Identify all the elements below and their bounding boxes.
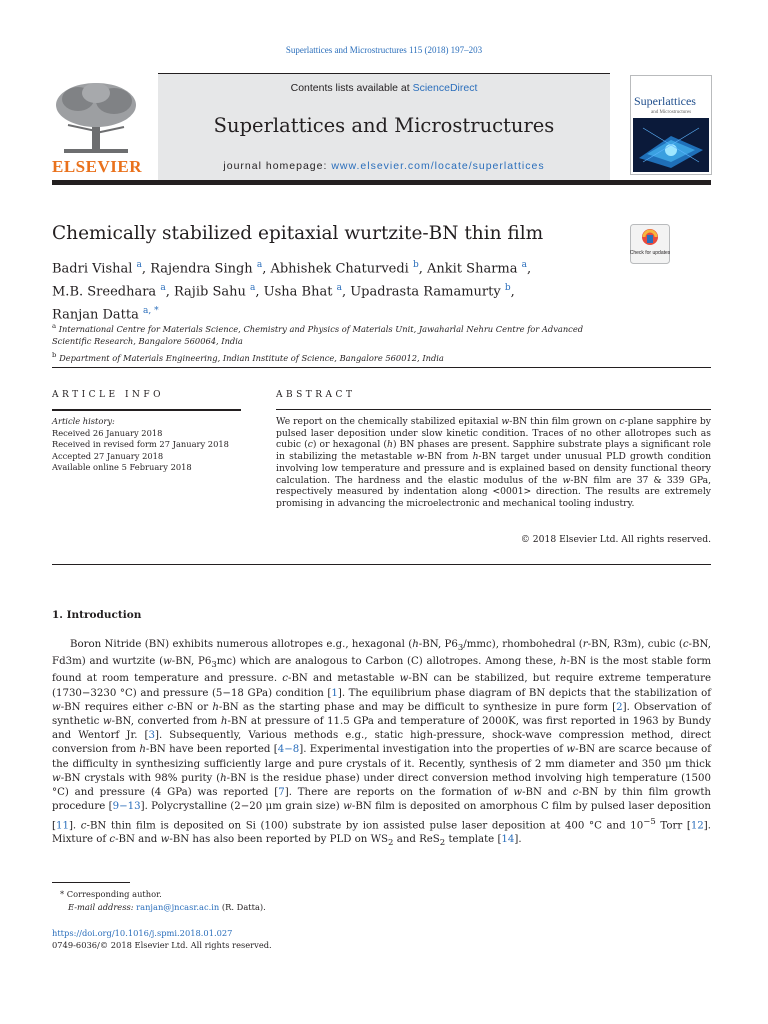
author-name[interactable]: M.B. Sreedhara: [52, 284, 157, 300]
abstract-copyright: © 2018 Elsevier Ltd. All rights reserved.: [520, 534, 711, 545]
abstract-heading: ABSTRACT: [276, 390, 356, 400]
citation-link[interactable]: 3: [148, 730, 155, 742]
citation-link[interactable]: 14: [501, 834, 515, 846]
history-revised: Received in revised form 27 January 2018: [52, 439, 229, 450]
journal-cover[interactable]: [630, 75, 712, 175]
author-name[interactable]: Ankit Sharma: [427, 261, 518, 277]
abstract-rule: [276, 409, 711, 410]
email-suffix: (R. Datta).: [219, 902, 266, 912]
article-history: [52, 416, 247, 474]
citation-link[interactable]: 4−8: [277, 744, 300, 756]
sciencedirect-link[interactable]: ScienceDirect: [412, 82, 478, 94]
contents-line: [158, 82, 610, 94]
elsevier-logo[interactable]: [52, 81, 140, 183]
author-name[interactable]: Rajib Sahu: [173, 284, 246, 300]
introduction-paragraph: Boron Nitride (BN) exhibits numerous allotropes e.g., hexagonal (h-BN, $P6_3/mmc$), rhombohedral (r-BN, R3m), cubic (c-BN, Fd3m) and wurtzite (w-BN, $P6_3mc$) which are analogous to Carbon (C) allotropes. Among these, h-BN is the most stable form found at room temperature and pressure. c-BN and metastable w-BN can be stabilized, but require extreme temperature (1730−3230 °C) and pressure (5−18 GPa) condition [1]. The equilibrium phase diagram of BN depicts that the stabilization of w-BN requires either c-BN or h-BN as the starting phase and may be difficult to synthesize in pure form [2]. Observation of synthetic w-BN, converted from h-BN at pressure of 11.5 GPa and temperature of 2000K, was first reported in 1963 by Bundy and Wentorf Jr. [3]. Subsequently, Various methods e.g., static high-pressure, shock-wave compression method, direct conversion from h-BN have been reported [4−8]. Experimental investigation into the properties of w-BN are scarce because of the difficulty in synthesizing sufficiently large and pure crystals of it. Recently, synthesis of 2 mm diameter and 350 μm thick w-BN crystals with 98% purity (h-BN is the residue phase) under direct conversion method involving high temperature (1500 °C) and pressure (4 GPa) was reported [7]. There are reports on the formation of w-BN and c-BN by thin film growth procedure [9−13]. Polycrystalline (2−20 μm grain size) w-BN film is deposited on amorphous C film by pulsed laser deposition [11]. c-BN thin film is deposited on Si (100) substrate by ion assisted pulse laser deposition at 400 °C and $10^{-5}$ Torr [12]. Mixture of c-BN and w-BN has also been reported by PLD on $WS_2$ and ReS$_2$ template [14].: [52, 639, 712, 849]
author-name[interactable]: Abhishek Chaturvedi: [270, 261, 409, 277]
email-label: E-mail address:: [68, 902, 134, 912]
author-affiliation-mark[interactable]: a: [521, 260, 528, 270]
homepage-link[interactable]: www.elsevier.com/locate/superlattices: [331, 160, 545, 172]
check-for-updates-icon[interactable]: [630, 224, 670, 264]
author-name[interactable]: Ranjan Datta: [52, 306, 139, 322]
author-name[interactable]: Rajendra Singh: [150, 261, 253, 277]
email-note: [68, 902, 266, 912]
section-rule: [52, 564, 711, 565]
masthead-rule: [52, 180, 711, 185]
corresponding-author-note: * Corresponding author.: [60, 889, 162, 899]
cover-subtitle: and Microstructures: [651, 110, 692, 115]
homepage-prefix: journal homepage:: [223, 160, 332, 172]
journal-title: Superlattices and Microstructures: [213, 114, 555, 137]
article-info-heading: ARTICLE INFO: [52, 390, 165, 400]
author-affiliation-mark[interactable]: a: [256, 260, 263, 270]
author-affiliation-mark[interactable]: a: [136, 260, 142, 270]
cover-title: Superlattices: [634, 94, 696, 108]
citation-link[interactable]: 2: [616, 701, 623, 713]
author-affiliation-mark[interactable]: a, *: [143, 305, 159, 316]
abstract-text: We report on the chemically stabilized epitaxial w-BN thin film grown on c-plane sapphire by pulsed laser deposition under slow kinetic condition. Traces of no other allotropes such as cubic (c) or hexagonal (h) BN phases are present. Sapphire substrate plays a significant role in stabilizing the metastable w-BN from h-BN target under unusual PLD growth condition involving low temperature and pressure and is explained based on density functional theory calculation. The hardness and the elastic modulus of the w-BN film are 37 & 339 GPa, respectively measured by indentation along <0001> direction. The results are extremely promising in advancing the microelectronic and mechanical tooling industry.: [276, 416, 712, 509]
history-online: Available online 5 February 2018: [52, 462, 192, 473]
history-accepted: Accepted 27 January 2018: [52, 450, 164, 461]
affiliation-a-text: International Centre for Materials Science, Chemistry and Physics of Materials Unit, Jawaharlal Nehru Centre for Advanced Scientific Research, Bangalore 560064, India: [52, 323, 584, 346]
affiliation-a: $^a$ International Centre for Materials Science, Chemistry and Physics of Materials Unit, Jawaharlal Nehru Centre for Advanced Scientific Research, Bangalore 560064, India: [52, 322, 584, 346]
elsevier-tree-icon: [54, 81, 138, 155]
citation-link[interactable]: 1: [331, 687, 338, 699]
section-rule: [52, 367, 711, 368]
author-affiliation-mark[interactable]: a: [160, 282, 166, 293]
email-link[interactable]: ranjan@jncasr.ac.in: [136, 902, 220, 912]
footnote-rule: [52, 882, 130, 883]
citation-link[interactable]: 12: [690, 819, 704, 831]
journal-masthead: [52, 73, 711, 181]
author-affiliation-mark[interactable]: a: [250, 282, 256, 293]
affiliation-b-text: Department of Materials Engineering, Indian Institute of Science, Bangalore 560012, India: [59, 352, 444, 363]
citation-link[interactable]: 7: [278, 787, 285, 799]
check-updates-label: Check for updates: [630, 250, 670, 256]
affiliation-b: $^b$ Department of Materials Engineering, Indian Institute of Science, Bangalore 560012, India: [52, 350, 444, 363]
author-affiliation-mark[interactable]: a: [336, 282, 342, 293]
author-affiliation-mark[interactable]: b: [504, 282, 511, 293]
history-label: Article history:: [52, 416, 115, 426]
citation-link[interactable]: 11: [55, 819, 69, 831]
author-name[interactable]: Upadrasta Ramamurty: [350, 284, 501, 300]
author-name[interactable]: Badri Vishal: [52, 261, 133, 277]
issn-copyright: 0749-6036/© 2018 Elsevier Ltd. All rights reserved.: [52, 940, 272, 950]
author-name[interactable]: Usha Bhat: [263, 284, 333, 300]
history-received: Received 26 January 2018: [52, 427, 163, 438]
author-list: Badri Vishal $^a$, Rajendra Singh $^a$, Abhishek Chaturvedi $^b$, Ankit Sharma $^a$, M.B. Sreedhara $^a$, Rajib Sahu $^a$, Usha Bhat $^a$, Upadrasta Ramamurty $^b$, Ranjan Datta $^{a, *}$: [52, 260, 532, 322]
affiliations: [52, 320, 622, 366]
doi-link[interactable]: https://doi.org/10.1016/j.spmi.2018.01.027: [52, 928, 233, 938]
citation-link[interactable]: 9−13: [112, 801, 141, 813]
author-affiliation-mark[interactable]: b: [412, 260, 419, 270]
introduction-heading: 1. Introduction: [52, 609, 142, 621]
article-title: Chemically stabilized epitaxial wurtzite-BN thin film: [52, 223, 544, 244]
cover-image: [633, 118, 709, 172]
masthead-center: [158, 73, 610, 181]
journal-homepage: [158, 160, 610, 172]
contents-prefix: Contents lists available at: [290, 82, 413, 94]
elsevier-wordmark: ELSEVIER: [52, 157, 142, 176]
article-info-rule: [52, 409, 241, 411]
running-header[interactable]: Superlattices and Microstructures 115 (2018) 197–203: [285, 45, 483, 55]
